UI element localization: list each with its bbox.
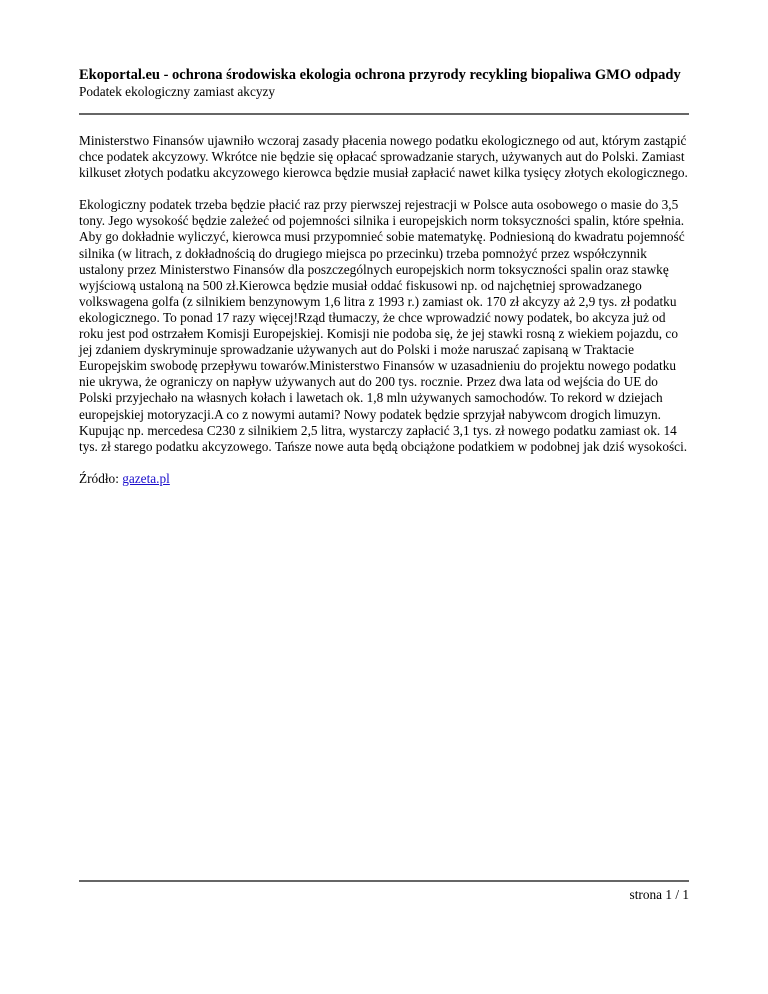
- document-page: [79, 0, 689, 994]
- source-label: Źródło:: [79, 470, 119, 486]
- article-title: Podatek ekologiczny zamiast akcyzy: [79, 84, 276, 99]
- header-divider: [79, 113, 689, 115]
- article-body: [79, 133, 689, 503]
- footer-divider: [79, 880, 689, 882]
- source-link[interactable]: gazeta.pl: [122, 470, 170, 486]
- article-paragraph-2: Ekologiczny podatek trzeba będzie płacić raz przy pierwszej rejestracji w Polsce auta osobowego o masie do 3,5 tony. Jego wysokość będzie zależeć od pojemności silnika i europejskich norm toksyczności spalin, które spełnia. Aby go dokładnie wyliczyć, kierowca musi przypomnieć sobie matematykę. Podniesioną do kwadratu pojemność silnika (w litrach, z dokładnością do drugiego miejsca po przecinku) trzeba pomnożyć przez współczynnik ustalony przez Ministerstwo Finansów dla poszczególnych europejskich norm toksyczności spalin oraz stawkę wyjściową ustaloną na 500 zł.Kierowca będzie musiał oddać fiskusowi np. od najchętniej sprowadzanego volkswagena golfa (z silnikiem benzynowym 1,6 litra z 1993 r.) zamiast ok. 170 zł akcyzy aż 2,9 tys. zł podatku ekologicznego. To ponad 17 razy więcej!Rząd tłumaczy, że chce wprowadzić nowy podatek, bo akcyza już od roku jest pod ostrzałem Komisji Europejskiej. Komisji nie podoba się, że jej stawki rosną z wiekiem pojazdu, co jej zdaniem dyskryminuje sprowadzanie używanych aut do Polski i może naruszać zapisaną w Traktacie Europejskim swobodę przepływu towarów.Ministerstwo Finansów w uzasadnieniu do projektu nowego podatku nie ukrywa, że ograniczy on napływ używanych aut do 200 tys. rocznie. Przez dwa lata od wejścia do UE do Polski przyjechało na własnych kołach i lawetach ok. 1,8 mln używanych samochodów. To rekord w dziejach europejskiej motoryzacji.A co z nowymi autami? Nowy podatek będzie sprzyjał nabywcom drogich limuzyn. Kupując np. mercedesa C230 z silnikiem 2,5 litra, wystarczy zapłacić 3,1 tys. zł nowego podatku zamiast ok. 14 tys. zł starego podatku akcyzowego. Tańsze nowe auta będą obciążone podatkiem w podobnej jak dziś wysokości.: [79, 197, 688, 454]
- article-paragraph-1: Ministerstwo Finansów ujawniło wczoraj zasady płacenia nowego podatku ekologicznego od aut, którym zastąpić chce podatek akcyzowy. Wkrótce nie będzie się opłacać sprowadzanie starych, używanych aut do Polski. Zamiast kilkuset złotych podatku akcyzowego kierowca będzie musiał zapłacić nawet kilka tysięcy złotych ekologicznego.: [79, 133, 688, 181]
- site-title: Ekoportal.eu - ochrona środowiska ekologia ochrona przyrody recykling biopaliwa GMO odpady: [79, 67, 681, 83]
- page-indicator: strona 1 / 1: [629, 887, 689, 902]
- article-source: [79, 471, 689, 487]
